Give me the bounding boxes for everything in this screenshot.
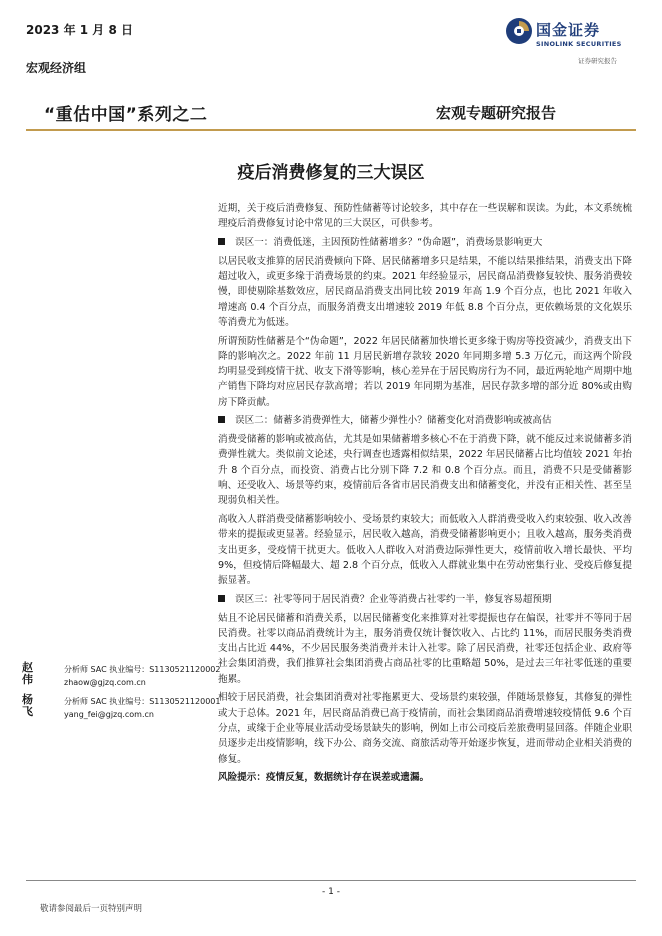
myth-2-heading (218, 413, 632, 428)
paragraph: 所谓预防性储蓄是个“伪命题”，2022 年居民储蓄加快增长更多缘于购房等投资减少，消费支出下降的影响次之。2022 年前 11 月居民新增存款较 2020 年同期多增 5.3 万亿元，而这两个阶段均明显受到疫情干扰、收支下滑等影响，核心差异在于居民购房行为不同，最近两轮地产周期中地产销售下降均对应居民存款高增；若以 2019 年同期为基准，居民存款多增的部分近 80%或由购房下降贡献。 (218, 335, 632, 408)
paragraph: 以居民收支推算的居民消费倾向下降、居民储蓄增多只是结果，不能以结果推结果，消费支出下降超过收入，或更多缘于消费场景的约束。2021 年经验显示，居民商品消费修复较快、服务消费较慢，即使剔除基数效应，居民商品消费支出同比较 2019 年高 1.9 个百分点，也比 2021 年收入增速高 0.4 个百分点，而服务消费支出增速较 2019 年低 8.8 个百分点，更依赖场景的文化娱乐等消费尤为低迷。 (218, 255, 632, 328)
bullet-square-icon (218, 416, 225, 423)
analyst-email[interactable]: zhaow@gjzq.com.cn (64, 678, 146, 687)
analyst-license: 分析师 SAC 执业编号：S1130521120001 (64, 697, 221, 706)
research-group: 宏观经济组 (26, 61, 87, 75)
logo-cn: 国金证券 (536, 21, 601, 39)
risk-warning: 风险提示：疫情反复，数据统计存在误差或遗漏。 (218, 772, 430, 784)
bullet-square-icon (218, 238, 225, 245)
analyst-license: 分析师 SAC 执业编号：S1130521120002 (64, 665, 221, 674)
analyst-email[interactable]: yang_fei@gjzq.com.cn (64, 710, 154, 719)
intro-paragraph: 近期，关于疫后消费修复、预防性储蓄等讨论较多，其中存在一些误解和误读。为此，本文系统梳理疫后消费修复讨论中常见的三大误区，可供参考。 (218, 203, 632, 230)
paragraph: 姑且不论居民储蓄和消费关系，以居民储蓄变化来推算对社零提振也存在偏误，社零并不等同于居民消费。社零以商品消费统计为主，服务消费仅统计餐饮收入、占比约 11%，而居民服务类消费支出占比近 44%，不少居民服务类消费并未计入社零。除了居民消费，社零还包括企业、政府等社会集团消费，我们推算社会集团消费占商品社零的比重略超 50%，是过去三年社零低迷的重要拖累。 (218, 612, 632, 685)
analyst-name: 杨飞 (22, 693, 33, 718)
analyst-name: 赵伟 (22, 661, 33, 686)
paragraph: 消费受储蓄的影响或被高估，尤其是如果储蓄增多核心不在于消费下降，就不能反过来说储蓄多消费弹性就大。类似前文论述，央行调查也透露相似结果，2022 年居民储蓄占比均值较 2021 年抬升 8 个百分点，而投资、消费占比分别下降 7.2 和 0.8 个百分点。而且，消费不只是受储蓄影响、还受收入、场景等约束，疫情前后各省市居民消费支出和储蓄变化，并没有正相关性、甚至呈现弱负相关性。 (218, 434, 632, 507)
footer-disclaimer: 敬请参阅最后一页特别声明 (40, 904, 143, 914)
report-date: 2023 年 1 月 8 日 (26, 23, 133, 37)
paragraph: 相较于居民消费，社会集团消费对社零拖累更大、受场景约束较强，伴随场景修复，其修复的弹性或大于总体。2021 年，居民商品消费已高于疫情前，而社会集团商品消费增速较疫情低 9.6 个百分点，或缘于企业等展业活动受场景缺失的影响，例如上市公司疫后差旅费明显回落。伴随企业职员逐步走出疫情影响，线下办公、商务交流、商旅活动等开始逐步恢复，进而带动企业相关消费的修复。 (218, 692, 632, 765)
header-rule (26, 129, 636, 131)
myth-3-text: 误区三：社零等同于居民消费？企业等消费占社零约一半，修复容易超预期 (235, 593, 552, 605)
logo-subtitle: 证券研究报告 (578, 57, 617, 65)
myth-1-heading (218, 235, 632, 250)
myth-1-text: 误区一：消费低迷，主因预防性储蓄增多？“伪命题”，消费场景影响更大 (235, 236, 543, 248)
paragraph: 高收入人群消费受储蓄影响较小、受场景约束较大；而低收入人群消费受收入约束较强、收入改善带来的提振或更显著。经验显示，居民收入越高，消费受储蓄影响更小；且收入越高，服务类消费支出更多，受疫情干扰更大。低收入人群收入对消费边际弹性更大，疫情前收入增长最快、平均 9%，但疫情后降幅最大、超 2.8 个百分点，低收入人群就业集中在劳动密集行业、受疫后修复提振显著。 (218, 513, 632, 587)
report-type: 宏观专题研究报告 (436, 104, 557, 122)
page-number: - 1 - (322, 887, 340, 897)
sinolink-logo-icon (505, 17, 533, 45)
body-text (218, 201, 632, 789)
myth-2-text: 误区二：储蓄多消费弹性大，储蓄少弹性小？储蓄变化对消费影响或被高估 (235, 415, 552, 427)
footer-rule (26, 880, 636, 881)
series-title: “重估中国”系列之二 (44, 105, 208, 125)
bullet-square-icon (218, 595, 225, 602)
logo-en: SINOLINK SECURITIES (536, 40, 622, 48)
myth-3-heading (218, 592, 632, 607)
report-title: 疫后消费修复的三大误区 (237, 163, 425, 183)
